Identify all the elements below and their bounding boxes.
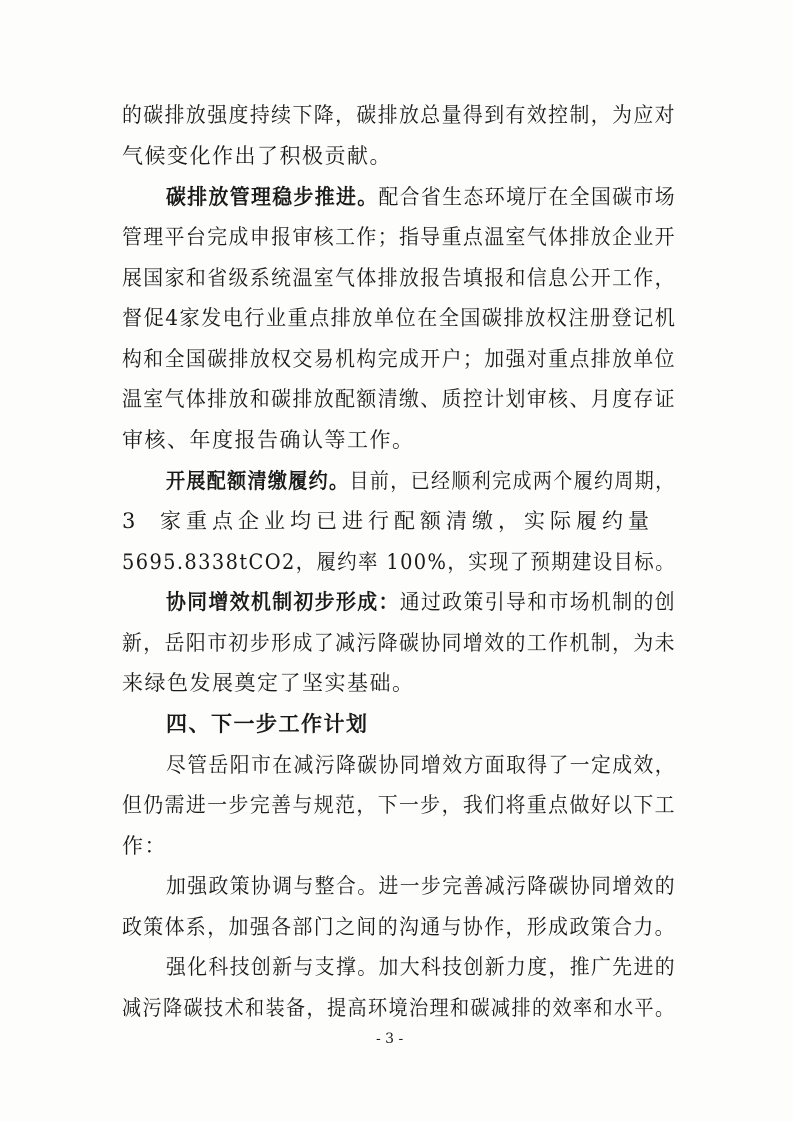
paragraph-line: 5695.8338tCO2，履约率 100%，实现了预期建设目标。 [122,550,676,574]
paragraph-line: 政策体系，加强各部门之间的沟通与协作，形成政策合力。 [122,915,676,939]
paragraph-line: 减污降碳技术和装备，提高环境治理和碳减排的效率和水平。 [122,996,676,1020]
paragraph-line: 新，岳阳市初步形成了减污降碳协同增效的工作机制，为未 [122,631,676,655]
paragraph-line: 督促4家发电行业重点排放单位在全国碳排放权注册登记机 [122,306,677,330]
paragraph-text: 配合省生态环境厅在全国碳市场 [378,185,676,209]
paragraph-first-line [166,588,676,616]
section-heading: 四、下一步工作计划 [166,712,369,736]
paragraph-line: 作： [122,834,167,858]
paragraph-heading: 碳排放管理稳步推进。 [166,184,379,209]
paragraph-line: 来绿色发展奠定了坚实基础。 [122,671,415,695]
page-number: - 3 - [376,1031,404,1047]
paragraph-heading: 协同增效机制初步形成： [166,589,400,614]
paragraph-line: 审核、年度报告确认等工作。 [122,428,415,452]
paragraph-line: 温室气体排放和碳排放配额清缴、质控计划审核、月度存证 [122,387,676,411]
paragraph-first-line [166,467,676,495]
paragraph-line: 但仍需进一步完善与规范，下一步，我们将重点做好以下工 [122,793,676,817]
paragraph-line: 的碳排放强度持续下降，碳排放总量得到有效控制，为应对 [122,103,676,127]
paragraph-first-line [166,183,676,211]
paragraph-line: 气候变化作出了积极贡献。 [122,144,392,168]
paragraph-heading: 开展配额清缴履约。 [166,468,350,493]
paragraph-line: 构和全国碳排放权交易机构完成开户；加强对重点排放单位 [122,347,676,371]
paragraph-line: 尽管岳阳市在减污降碳协同增效方面取得了一定成效， [166,753,676,777]
paragraph-line: 管理平台完成申报审核工作；指导重点温室气体排放企业开 [122,225,676,249]
paragraph-line: 强化科技创新与支撑。加大科技创新力度，推广先进的 [166,955,676,979]
paragraph-text: 通过政策引导和市场机制的创 [399,590,676,614]
paragraph-line: 3 家重点企业均已进行配额清缴，实际履约量 [122,509,655,533]
paragraph-text: 目前，已经顺利完成两个履约周期， [349,469,676,493]
paragraph-line: 展国家和省级系统温室气体排放报告填报和信息公开工作， [122,266,676,290]
paragraph-line: 加强政策协调与整合。进一步完善减污降碳协同增效的 [166,874,676,898]
